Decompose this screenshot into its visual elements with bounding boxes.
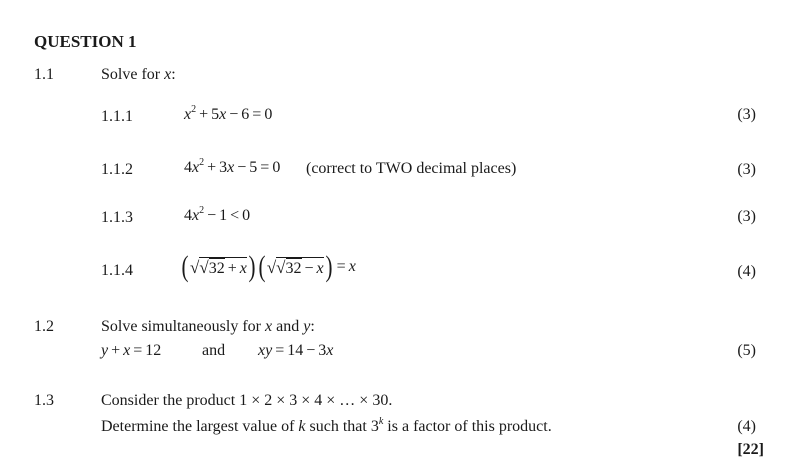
marks-1-3: (4) <box>737 418 756 435</box>
marks-1-2: (5) <box>737 342 756 359</box>
question-heading: QUESTION 1 <box>34 32 137 51</box>
question-1-2-prompt: Solve simultaneously for x and y: <box>101 318 315 335</box>
rounding-note-1-1-2: (correct to TWO decimal places) <box>306 160 517 177</box>
question-1-1-prompt: Solve for x: <box>101 66 176 83</box>
inequality-1-1-3: $4x^2 - 1 < 0$ <box>184 205 251 224</box>
marks-1-1-1: (3) <box>737 106 756 123</box>
question-number-1-1: 1.1 <box>34 66 54 83</box>
question-number-1-2: 1.2 <box>34 318 54 335</box>
part-number-1-1-4: 1.1.4 <box>101 262 133 279</box>
connector-and: and <box>202 342 226 359</box>
marks-1-1-2: (3) <box>737 161 756 178</box>
equation-1-1-2: $4x^2 + 3x - 5 = 0$ <box>184 157 281 176</box>
equation-1-2-second: xy = 14 − 3x <box>258 342 334 359</box>
question-1-3-line1: Consider the product 1 × 2 × 3 × 4 × … × 30. <box>101 392 393 409</box>
marks-1-1-4: (4) <box>737 263 756 280</box>
part-number-1-1-1: 1.1.1 <box>101 108 133 125</box>
equation-1-1-1: $x^2 + 5x - 6 = 0$ <box>184 104 273 123</box>
part-number-1-1-2: 1.1.2 <box>101 161 133 178</box>
part-number-1-1-3: 1.1.3 <box>101 209 133 226</box>
marks-1-1-3: (3) <box>737 208 756 225</box>
equation-1-2-first: y + x = 12 <box>101 342 162 359</box>
total-marks: [22] <box>737 441 764 458</box>
question-1-3-line2: Determine the largest value of k such that 3$^k$ is a factor of this product. <box>101 416 552 435</box>
question-number-1-3: 1.3 <box>34 392 54 409</box>
equation-1-1-4: ( √ √32 + x ) ( √ √32 − x ) = x <box>181 250 356 283</box>
